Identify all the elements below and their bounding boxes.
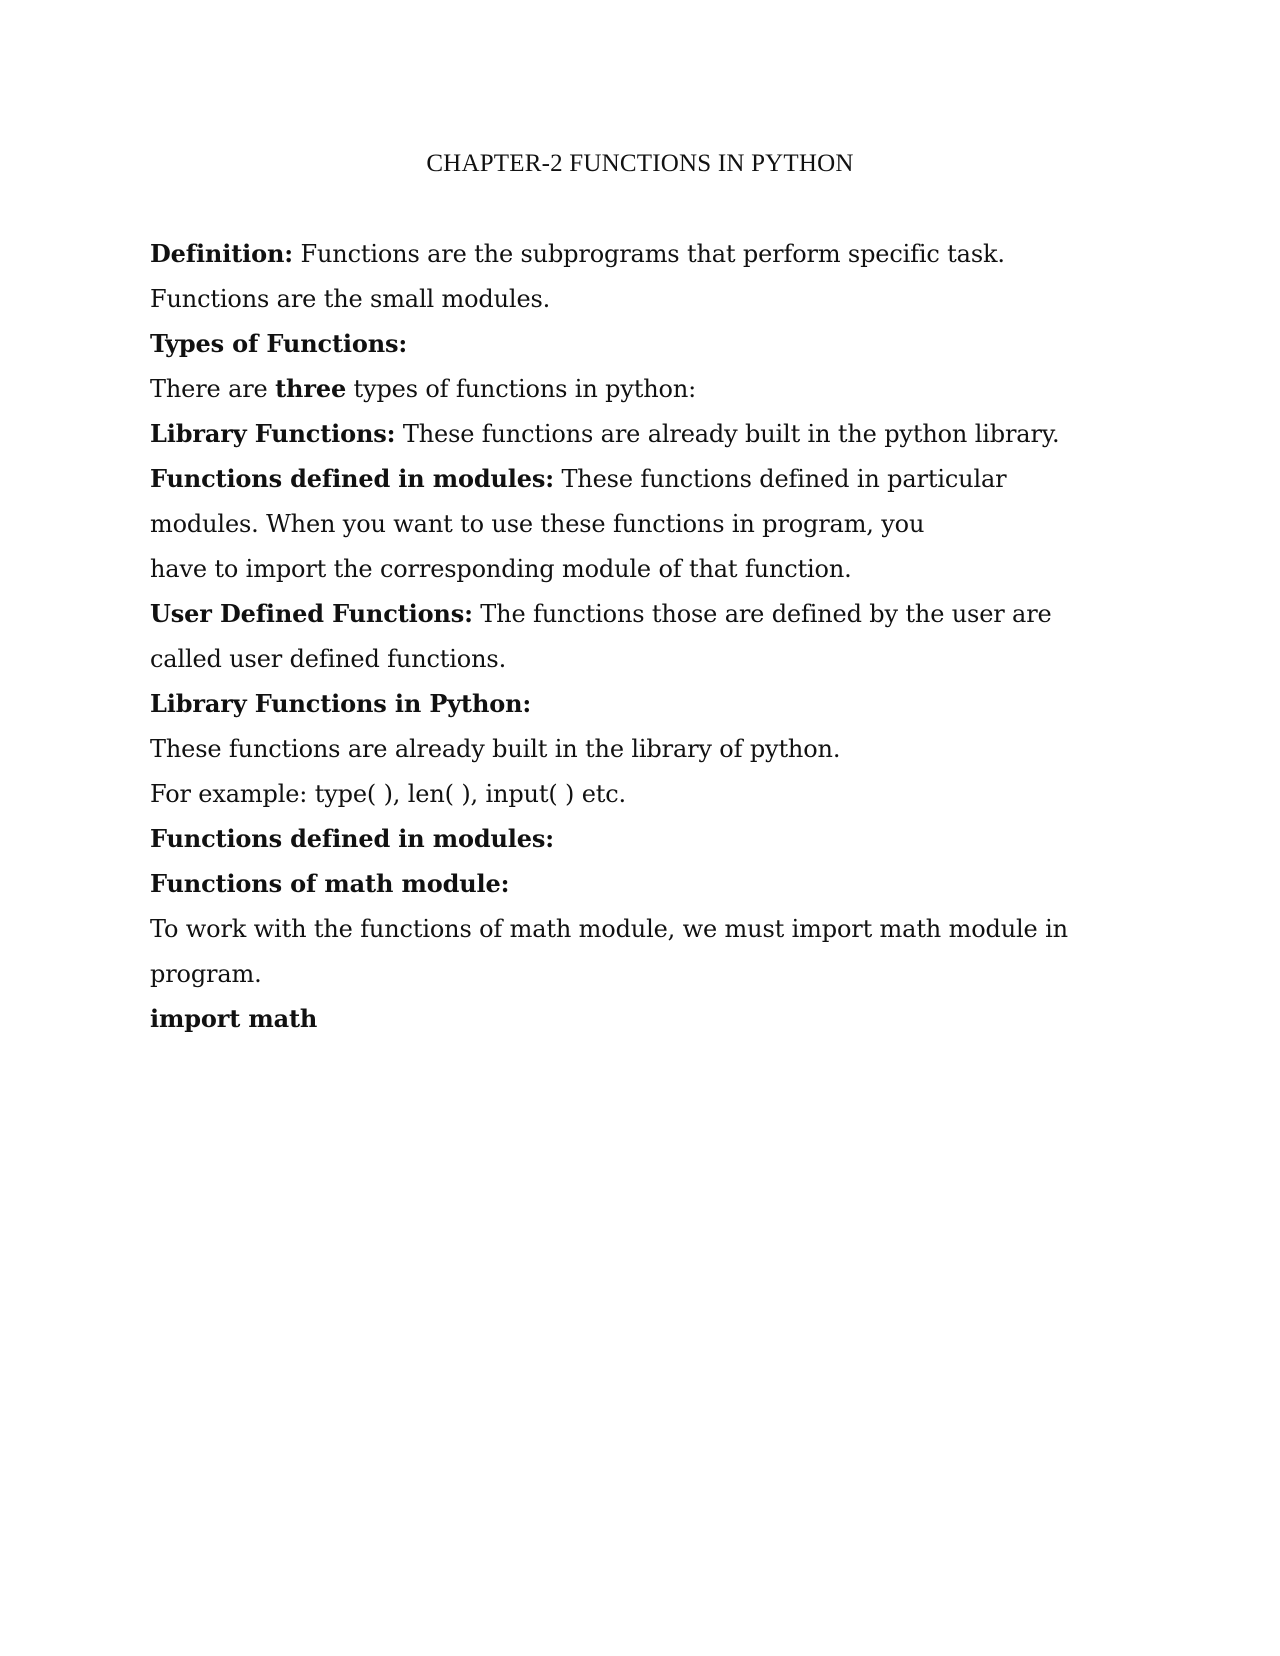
page-title: CHAPTER-2 FUNCTIONS IN PYTHON: [426, 150, 854, 177]
modules-heading: [150, 821, 1150, 866]
line-text: modules. When you want to use these functions in program, you: [150, 510, 925, 538]
line-text: There are: [150, 375, 276, 403]
bold-emphasis: three: [275, 374, 347, 403]
bold-heading: Library Functions in Python:: [150, 689, 532, 718]
bold-heading: Functions of math module:: [150, 869, 510, 898]
line-text: These functions are already built in the library of python.: [150, 735, 841, 763]
line-text-after: types of functions in python:: [346, 375, 697, 403]
bold-heading: Functions defined in modules:: [150, 824, 554, 853]
math-module-heading: [150, 866, 1150, 911]
code-line: import math: [150, 1004, 318, 1033]
modules-functions-line: [150, 461, 1150, 506]
bold-label: User Defined Functions:: [150, 599, 473, 628]
definition-continued-line: [150, 281, 1150, 326]
bold-label: Library Functions:: [150, 419, 396, 448]
line-text: Functions are the subprograms that perform specific task.: [292, 240, 1005, 268]
bold-heading: Types of Functions:: [150, 329, 408, 358]
library-python-example: [150, 776, 1150, 821]
math-module-description: [150, 911, 1150, 956]
math-module-description-continued: [150, 956, 1150, 1001]
types-heading: [150, 326, 1150, 371]
bold-label: Functions defined in modules:: [150, 464, 554, 493]
line-text: program.: [150, 960, 262, 988]
line-text: These functions are already built in the python library.: [395, 420, 1060, 448]
line-text: To work with the functions of math module, we must import math module in: [150, 915, 1068, 943]
import-math-line: [150, 1001, 1150, 1046]
line-text: have to import the corresponding module of that function.: [150, 555, 852, 583]
types-count-line: [150, 371, 1150, 416]
user-defined-line: [150, 596, 1150, 641]
bold-label: Definition:: [150, 239, 293, 268]
definition-line: [150, 236, 1150, 281]
line-text: The functions those are defined by the user are: [472, 600, 1052, 628]
library-python-description: [150, 731, 1150, 776]
library-functions-line: [150, 416, 1150, 461]
user-defined-continued-line: [150, 641, 1150, 686]
library-python-heading: [150, 686, 1150, 731]
line-text: called user defined functions.: [150, 645, 507, 673]
line-text: For example: type( ), len( ), input( ) etc.: [150, 780, 627, 808]
modules-continued-line: [150, 551, 1150, 596]
line-text: These functions defined in particular: [553, 465, 1007, 493]
document-body: [150, 236, 1150, 1046]
modules-continued-line: [150, 506, 1150, 551]
line-text: Functions are the small modules.: [150, 285, 551, 313]
